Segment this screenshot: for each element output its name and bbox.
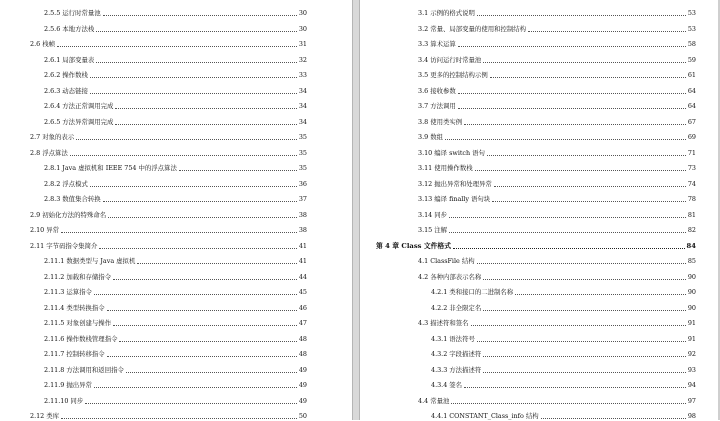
toc-chapter-entry[interactable] — [376, 237, 696, 251]
right-toc-page — [360, 0, 720, 420]
toc-entry-title: 3.11 使用操作数栈 — [418, 164, 473, 172]
toc-entry-title: 2.6.1 局部变量表 — [44, 55, 95, 64]
toc-entry[interactable] — [44, 97, 307, 111]
toc-entry[interactable] — [418, 314, 696, 328]
toc-entry-title: 4.3 描述符和签名 — [418, 319, 469, 327]
toc-entry[interactable] — [44, 4, 307, 18]
toc-entry-title: 2.11.10 同步 — [44, 396, 84, 405]
toc-entry-title: 3.13 编译 finally 语句块 — [418, 195, 491, 203]
toc-entry-page-number: 48 — [298, 334, 307, 343]
toc-entry-page-number: 35 — [298, 148, 307, 157]
toc-entry-title: 2.11.4 类型转换指令 — [44, 303, 105, 312]
toc-entry-title: 2.11.7 控制转移指令 — [44, 350, 105, 358]
toc-entry-page-number: 47 — [298, 319, 307, 327]
toc-leader-dots — [483, 61, 686, 63]
toc-entry[interactable] — [418, 20, 696, 34]
toc-entry-page-number: 45 — [298, 288, 307, 296]
toc-leader-dots — [483, 355, 686, 357]
toc-entry[interactable] — [44, 113, 307, 127]
toc-leader-dots — [61, 417, 297, 419]
toc-entry[interactable] — [44, 190, 307, 204]
toc-entry[interactable] — [44, 361, 307, 375]
toc-leader-dots — [107, 309, 297, 311]
toc-entry-page-number: 92 — [687, 350, 696, 358]
toc-entry-title: 2.8.2 浮点模式 — [44, 179, 88, 188]
toc-entry-page-number: 78 — [687, 195, 696, 203]
toc-leader-dots — [483, 371, 686, 373]
toc-entry[interactable] — [418, 128, 696, 142]
toc-entry-title: 3.3 算术运算 — [418, 40, 456, 48]
toc-entry-title: 2.10 异常 — [30, 226, 60, 234]
toc-entry-title: 2.6 栈帧 — [30, 40, 55, 48]
toc-entry-title: 4.3.3 方法描述符 — [431, 365, 482, 374]
toc-entry-title: 4.2.1 类和接口的二进制名称 — [431, 288, 514, 296]
toc-leader-dots — [464, 386, 686, 388]
toc-leader-dots — [451, 402, 685, 404]
toc-entry[interactable] — [30, 144, 307, 158]
toc-entry[interactable] — [30, 206, 307, 220]
toc-entry[interactable] — [431, 376, 696, 390]
toc-entry-title: 3.15 注解 — [418, 226, 448, 234]
toc-entry-page-number: 37 — [298, 195, 307, 203]
toc-leader-dots — [70, 154, 297, 156]
toc-leader-dots — [477, 340, 686, 342]
toc-entry[interactable] — [30, 128, 307, 142]
toc-entry[interactable] — [431, 345, 696, 359]
toc-entry-page-number: 38 — [298, 226, 307, 234]
toc-leader-dots — [137, 262, 297, 264]
toc-entry-page-number: 73 — [687, 164, 696, 172]
toc-leader-dots — [483, 278, 686, 280]
toc-entry-page-number: 97 — [687, 396, 696, 405]
toc-entry-title: 2.11.8 方法调用和返回指令 — [44, 365, 124, 374]
toc-entry-title: 4.2 各种内部表示名称 — [418, 272, 482, 281]
toc-leader-dots — [126, 371, 297, 373]
toc-entry-page-number: 38 — [298, 210, 307, 219]
toc-entry-title: 2.6.2 操作数栈 — [44, 71, 88, 79]
toc-entry-title: 3.12 抛出异常和处理异常 — [418, 179, 492, 188]
toc-entry-page-number: 50 — [298, 412, 307, 420]
toc-entry-title: 2.6.3 动态链接 — [44, 86, 88, 95]
toc-entry[interactable] — [44, 268, 307, 282]
toc-leader-dots — [90, 92, 297, 94]
toc-leader-dots — [85, 402, 297, 404]
toc-leader-dots — [94, 386, 297, 388]
toc-entry-page-number: 84 — [686, 241, 696, 250]
left-toc-page — [0, 0, 352, 420]
toc-entry-page-number: 53 — [687, 24, 696, 33]
toc-leader-dots — [94, 293, 297, 295]
toc-entry-title: 2.11.1 数据类型与 Java 虚拟机 — [44, 257, 136, 265]
toc-entry-page-number: 91 — [687, 334, 696, 343]
toc-entry-title: 2.11.5 对象创建与操作 — [44, 319, 112, 327]
toc-entry-page-number: 61 — [687, 71, 696, 79]
toc-entry[interactable] — [44, 66, 307, 80]
toc-entry-title: 4.3.2 字段描述符 — [431, 350, 482, 358]
toc-entry-page-number: 46 — [298, 303, 307, 312]
toc-entry-title: 2.12 类库 — [30, 412, 60, 420]
toc-entry-title: 4.3.4 签名 — [431, 381, 463, 389]
toc-entry-title: 4.3.1 语法符号 — [431, 334, 475, 343]
toc-entry-page-number: 64 — [687, 86, 696, 95]
toc-entry-title: 3.4 访问运行时常量池 — [418, 55, 482, 64]
toc-entry-title: 2.11.9 抛出异常 — [44, 381, 92, 389]
toc-leader-dots — [515, 293, 686, 295]
toc-entry-title: 第 4 章 Class 文件格式 — [376, 241, 452, 250]
toc-entry-page-number: 34 — [298, 86, 307, 95]
toc-leader-dots — [99, 247, 296, 249]
toc-entry-page-number: 36 — [298, 179, 307, 188]
toc-leader-dots — [90, 185, 297, 187]
toc-entry-title: 3.2 常量、局部变量的使用和控制结构 — [418, 24, 527, 33]
toc-entry[interactable] — [418, 82, 696, 96]
toc-leader-dots — [96, 61, 297, 63]
toc-entry-page-number: 34 — [298, 117, 307, 126]
page-gutter — [352, 0, 360, 420]
toc-leader-dots — [57, 45, 297, 47]
toc-leader-dots — [103, 14, 297, 16]
toc-entry-page-number: 59 — [687, 55, 696, 64]
toc-entry[interactable] — [44, 392, 307, 406]
toc-entry-title: 4.2.2 非全限定名 — [431, 303, 482, 312]
toc-entry-page-number: 41 — [298, 257, 307, 265]
toc-entry-page-number: 48 — [298, 350, 307, 358]
toc-entry[interactable] — [418, 190, 696, 204]
toc-entry-page-number: 35 — [298, 133, 307, 141]
toc-entry-page-number: 31 — [298, 40, 307, 48]
toc-entry-page-number: 34 — [298, 102, 307, 110]
toc-entry[interactable] — [44, 283, 307, 297]
toc-entry[interactable] — [44, 345, 307, 359]
toc-entry-title: 3.6 接收参数 — [418, 86, 456, 95]
toc-leader-dots — [458, 107, 686, 109]
toc-entry[interactable] — [418, 252, 696, 266]
toc-leader-dots — [453, 247, 685, 249]
toc-entry-page-number: 44 — [298, 272, 307, 281]
toc-leader-dots — [541, 417, 686, 419]
toc-entry-title: 2.11.2 加载和存储指令 — [44, 272, 112, 281]
toc-entry-title: 3.5 更多的控制结构示例 — [418, 71, 488, 79]
toc-entry[interactable] — [418, 221, 696, 235]
toc-entry-page-number: 90 — [687, 288, 696, 296]
toc-entry-title: 3.7 方法调用 — [418, 102, 456, 110]
toc-entry-page-number: 91 — [687, 319, 696, 327]
toc-entry[interactable] — [44, 51, 307, 65]
toc-entry-title: 3.10 编译 switch 语句 — [418, 148, 485, 157]
toc-leader-dots — [96, 30, 297, 32]
toc-entry-title: 2.6.4 方法正常调用完成 — [44, 102, 114, 110]
toc-entry[interactable] — [431, 299, 696, 313]
toc-entry[interactable] — [431, 361, 696, 375]
toc-entry[interactable] — [44, 330, 307, 344]
toc-leader-dots — [179, 169, 297, 171]
toc-entry-page-number: 67 — [687, 117, 696, 126]
toc-entry-title: 3.9 数组 — [418, 133, 443, 141]
toc-leader-dots — [76, 138, 297, 140]
toc-leader-dots — [477, 262, 686, 264]
toc-entry[interactable] — [44, 175, 307, 189]
toc-entry-title: 2.6.5 方法异常调用完成 — [44, 117, 114, 126]
toc-leader-dots — [108, 216, 297, 218]
toc-entry[interactable] — [44, 252, 307, 266]
toc-entry-page-number: 58 — [687, 40, 696, 48]
toc-entry-page-number: 49 — [298, 381, 307, 389]
toc-leader-dots — [471, 324, 686, 326]
toc-leader-dots — [458, 45, 686, 47]
toc-entry[interactable] — [418, 66, 696, 80]
toc-entry-page-number: 74 — [687, 179, 696, 188]
toc-leader-dots — [477, 14, 686, 16]
toc-leader-dots — [458, 92, 686, 94]
toc-leader-dots — [119, 340, 296, 342]
toc-entry[interactable] — [418, 4, 696, 18]
toc-leader-dots — [90, 76, 297, 78]
toc-entry-page-number: 35 — [298, 164, 307, 172]
toc-entry[interactable] — [431, 283, 696, 297]
toc-leader-dots — [494, 185, 686, 187]
toc-entry-page-number: 90 — [687, 272, 696, 281]
toc-entry-title: 3.8 使用类实例 — [418, 117, 463, 126]
toc-entry-page-number: 49 — [298, 365, 307, 374]
toc-entry-title: 2.5.5 运行时常量池 — [44, 9, 101, 17]
toc-entry[interactable] — [30, 221, 307, 235]
toc-entry-page-number: 32 — [298, 55, 307, 64]
toc-leader-dots — [449, 231, 686, 233]
toc-entry-title: 2.11 字节码指令集简介 — [30, 241, 98, 250]
toc-leader-dots — [115, 123, 296, 125]
toc-entry-page-number: 33 — [298, 71, 307, 79]
toc-entry[interactable] — [418, 159, 696, 173]
toc-leader-dots — [445, 138, 686, 140]
toc-entry-title: 2.7 对象的表示 — [30, 133, 75, 141]
toc-entry[interactable] — [418, 144, 696, 158]
toc-entry[interactable] — [418, 175, 696, 189]
toc-entry-page-number: 64 — [687, 102, 696, 110]
toc-entry[interactable] — [418, 51, 696, 65]
toc-entry-page-number: 69 — [687, 133, 696, 141]
toc-entry-page-number: 30 — [298, 24, 307, 33]
toc-entry-page-number: 90 — [687, 303, 696, 312]
toc-entry-title: 2.8 浮点算法 — [30, 148, 68, 157]
toc-entry[interactable] — [418, 268, 696, 282]
toc-entry[interactable] — [431, 330, 696, 344]
toc-entry-page-number: 49 — [298, 396, 307, 405]
toc-entry[interactable] — [44, 299, 307, 313]
toc-entry-page-number: 85 — [687, 257, 696, 265]
toc-entry[interactable] — [44, 376, 307, 390]
toc-leader-dots — [492, 200, 686, 202]
toc-entry-title: 4.1 ClassFile 结构 — [418, 257, 475, 265]
toc-entry-title: 2.11.3 运算指令 — [44, 288, 92, 296]
toc-entry[interactable] — [431, 407, 696, 421]
toc-entry-title: 2.8.1 Java 虚拟机和 IEEE 754 中的浮点算法 — [44, 164, 177, 172]
toc-entry-page-number: 94 — [687, 381, 696, 389]
toc-leader-dots — [528, 30, 686, 32]
toc-leader-dots — [475, 169, 686, 171]
toc-entry-page-number: 30 — [298, 9, 307, 17]
toc-entry[interactable] — [418, 206, 696, 220]
toc-entry-page-number: 81 — [687, 210, 696, 219]
toc-leader-dots — [464, 123, 686, 125]
toc-entry-title: 2.9 初始化方法的特殊命名 — [30, 210, 107, 219]
toc-leader-dots — [490, 76, 686, 78]
toc-leader-dots — [113, 324, 297, 326]
toc-entry-title: 2.5.6 本地方法栈 — [44, 24, 95, 33]
toc-leader-dots — [115, 107, 296, 109]
toc-entry[interactable] — [30, 407, 307, 421]
toc-leader-dots — [449, 216, 686, 218]
toc-entry[interactable] — [30, 237, 307, 251]
toc-entry[interactable] — [30, 35, 307, 49]
toc-entry[interactable] — [44, 159, 307, 173]
toc-entry-page-number: 71 — [687, 148, 696, 157]
toc-entry-page-number: 53 — [687, 9, 696, 17]
toc-leader-dots — [113, 278, 297, 280]
toc-leader-dots — [107, 355, 297, 357]
toc-entry-page-number: 98 — [687, 412, 696, 420]
toc-entry[interactable] — [418, 35, 696, 49]
toc-entry-title: 2.8.3 数值集合转换 — [44, 195, 101, 203]
toc-entry[interactable] — [418, 392, 696, 406]
toc-entry[interactable] — [44, 82, 307, 96]
toc-entry-page-number: 82 — [687, 226, 696, 234]
toc-leader-dots — [61, 231, 297, 233]
toc-entry-title: 4.4.1 CONSTANT_Class_info 结构 — [431, 412, 539, 420]
toc-leader-dots — [483, 309, 686, 311]
toc-entry-title: 3.14 同步 — [418, 210, 448, 219]
toc-entry-page-number: 93 — [687, 365, 696, 374]
toc-entry-title: 4.4 常量池 — [418, 396, 450, 405]
toc-entry[interactable] — [44, 20, 307, 34]
toc-entry[interactable] — [418, 97, 696, 111]
toc-entry-title: 3.1 示例的格式说明 — [418, 9, 475, 17]
toc-entry-page-number: 41 — [298, 241, 307, 250]
toc-entry[interactable] — [44, 314, 307, 328]
toc-entry[interactable] — [418, 113, 696, 127]
toc-leader-dots — [487, 154, 686, 156]
toc-leader-dots — [103, 200, 297, 202]
toc-entry-title: 2.11.6 操作数栈管理指令 — [44, 334, 118, 343]
